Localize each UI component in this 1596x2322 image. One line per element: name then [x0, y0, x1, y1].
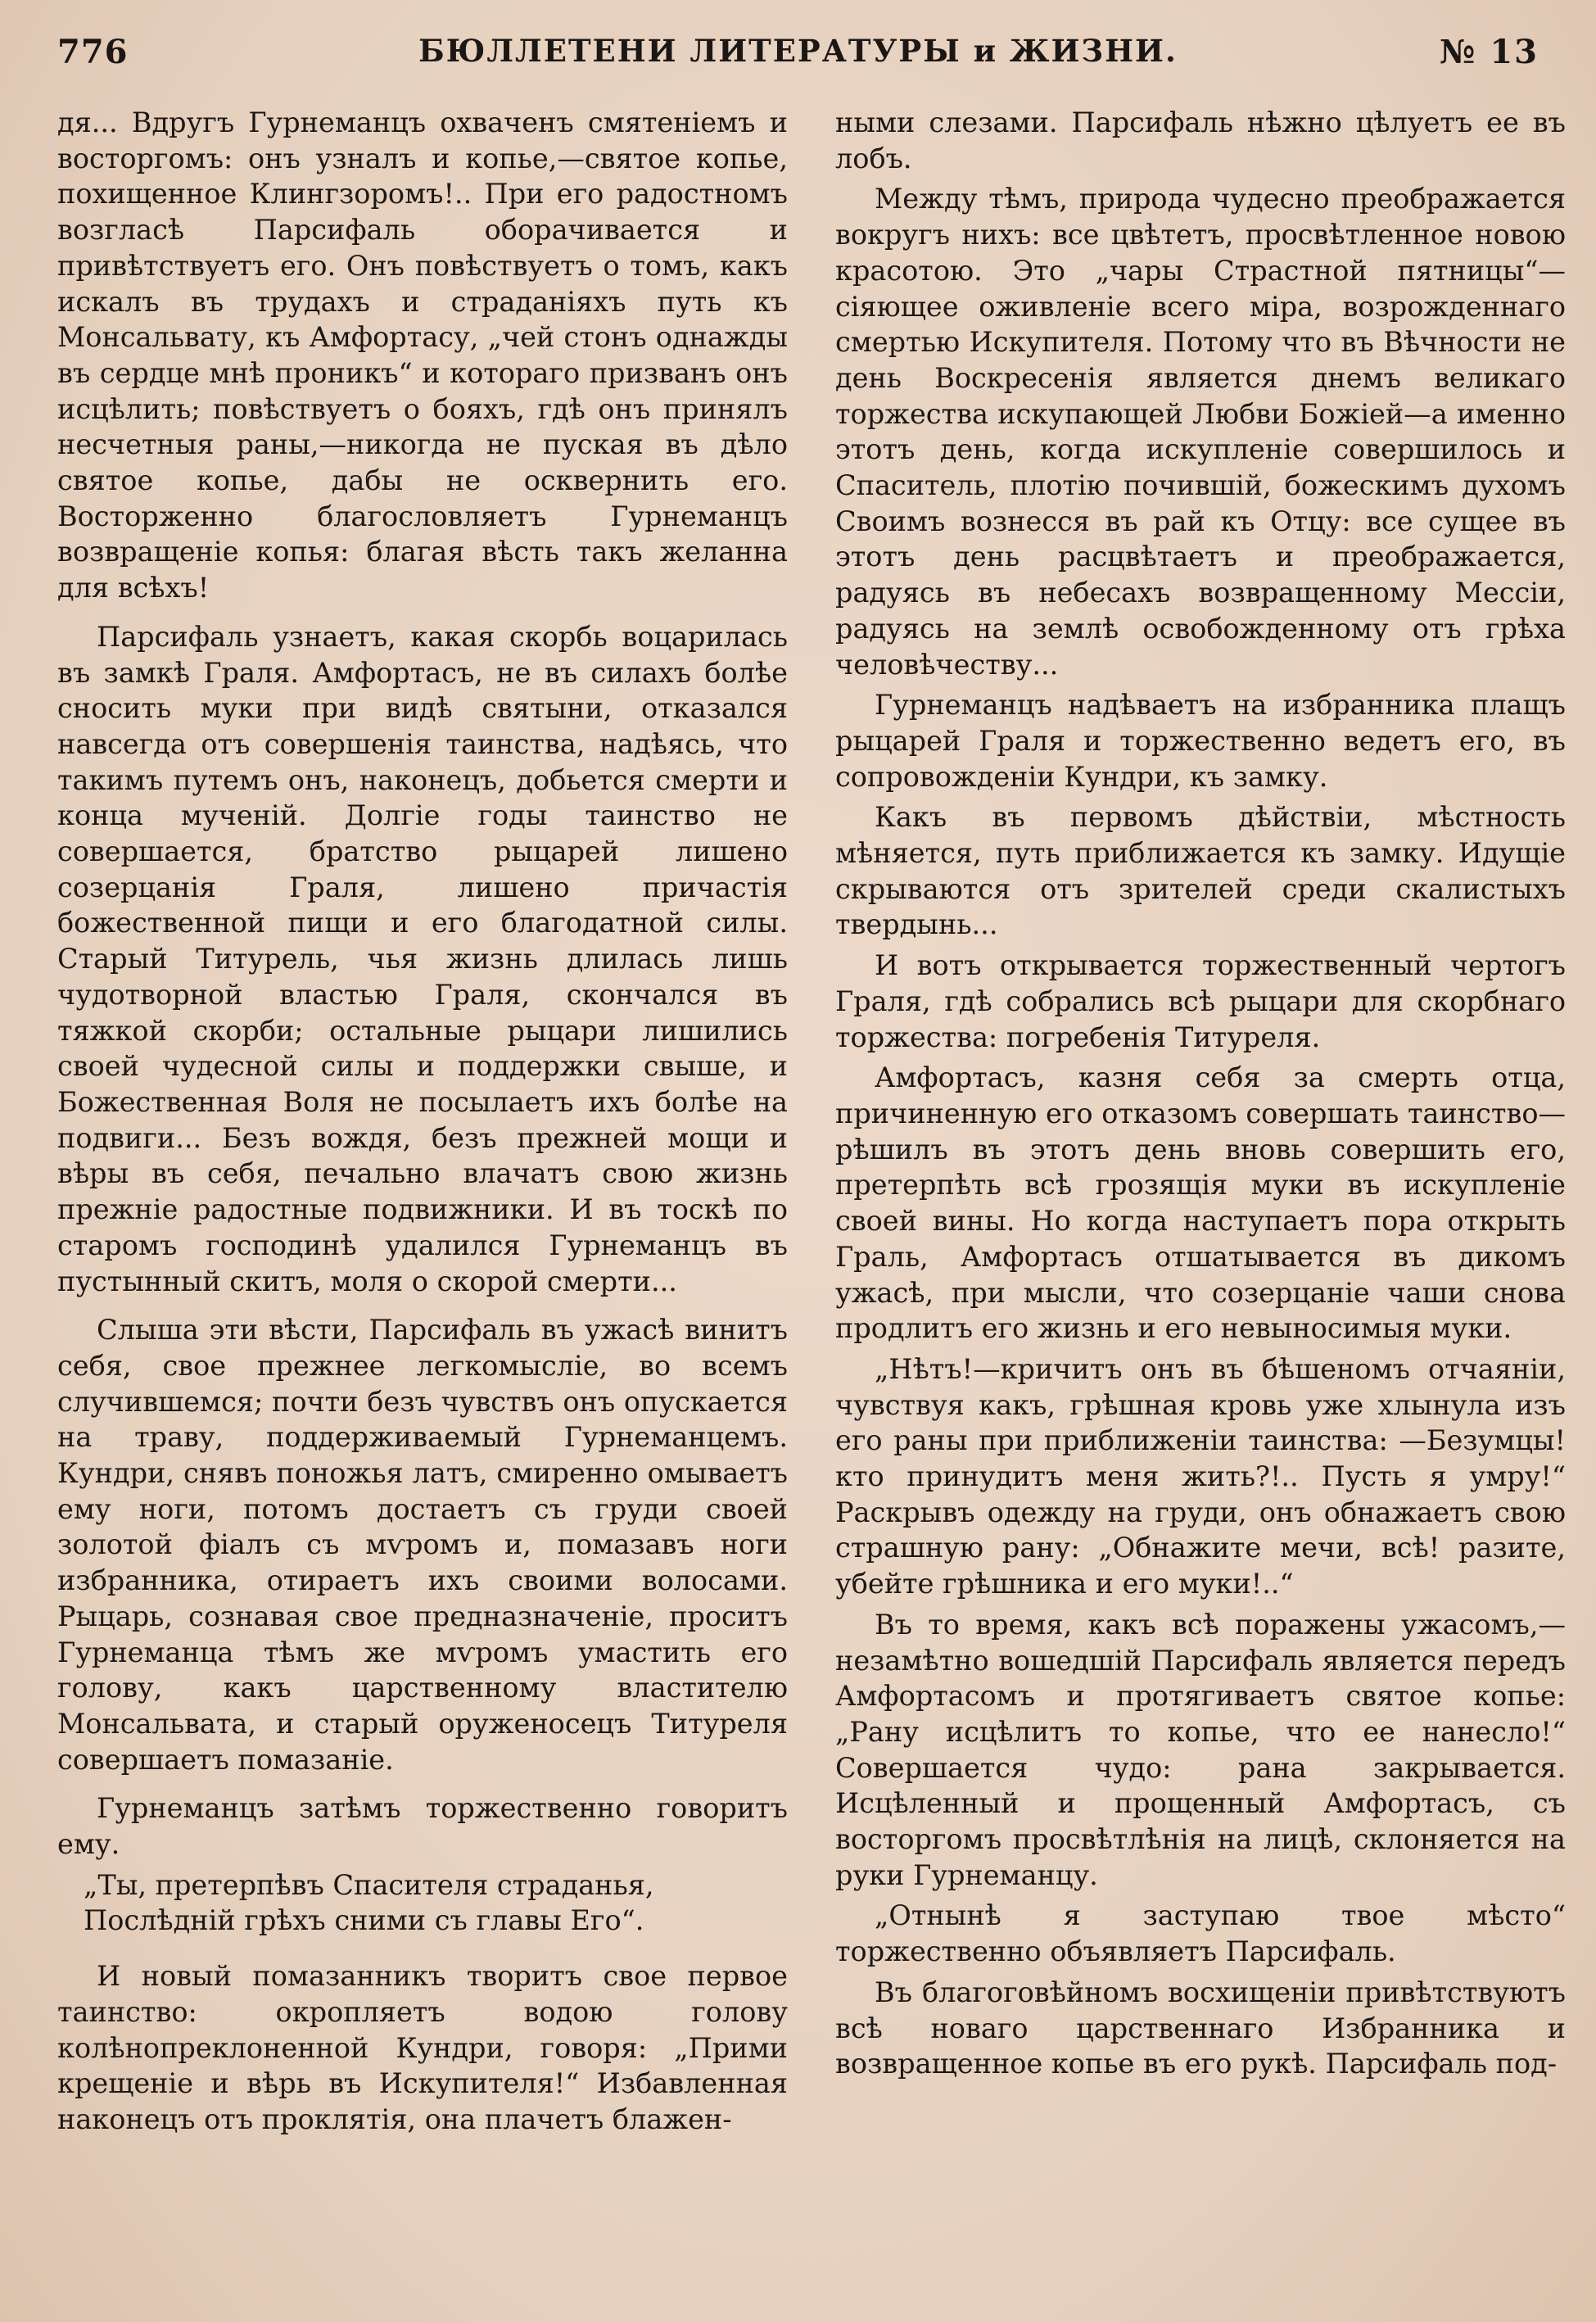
verse-quote [57, 1867, 788, 1939]
running-header [57, 33, 1539, 82]
paragraph: Гурнеманцъ затѣмъ торжественно говоритъ ему. [57, 1792, 788, 1861]
paragraph: Въ благоговѣйномъ восхищеніи привѣтствуютъ всѣ новаго царственнаго Избранника и возвращенное копье въ его рукѣ. Парсифаль под- [835, 1976, 1566, 2080]
verse-line: Послѣдній грѣхъ сними съ главы Его“. [84, 1904, 644, 1937]
paragraph: Гурнеманцъ надѣваетъ на избранника плащъ рыцарей Граля и торжественно ведетъ его, въ сопровожденіи Кундри, къ замку. [835, 689, 1566, 793]
journal-title: БЮЛЛЕТЕНИ ЛИТЕРАТУРЫ и ЖИЗНИ. [418, 33, 1178, 69]
paragraph: ными слезами. Парсифаль нѣжно цѣлуетъ ее въ лобъ. [835, 106, 1566, 174]
page-number: 776 [57, 33, 129, 71]
paragraph: Какъ въ первомъ дѣйствіи, мѣстность мѣняется, путь приближается къ замку. Идущіе скрываются отъ зрителей среди скалистыхъ твердынь... [835, 801, 1566, 941]
paragraph: Парсифаль узнаетъ, какая скорбь воцарилась въ замкѣ Граля. Амфортасъ, не въ силахъ болѣе сносить муки при видѣ святыни, отказался навсегда отъ совершенія таинства, надѣясь, что такимъ путемъ онъ, наконецъ, добьется смерти и конца мученій. Долгіе годы таинство не совершается, братство рыцарей лишено созерцанія Граля, лишено причастія божественной пищи и его благодатной силы. Старый Титурель, чья жизнь длилась лишь чудотворной властью Граля, скончался въ тяжкой скорби; остальные рыцари лишились своей чудесной силы и поддержки свыше, и Божественная Воля не посылаетъ ихъ болѣе на подвиги... Безъ вождя, безъ прежней мощи и вѣры въ себя, печально влачатъ свою жизнь прежніе радостные подвижники. И въ тоскѣ по старомъ господинѣ удалился Гурнеманцъ въ пустынный скитъ, моля о скорой смерти... [57, 620, 788, 1297]
paragraph: Амфортасъ, казня себя за смерть отца, причиненную его отказомъ совершать таинство—рѣшилъ въ этотъ день вновь совершить его, претерпѣть всѣ грозящія муки въ искупленіе своей вины. Но когда наступаетъ пора открыть Граль, Амфортасъ отшатывается въ дикомъ ужасѣ, при мысли, что созерцаніе чаши снова продлитъ его жизнь и его невыносимыя муки. [835, 1061, 1566, 1345]
right-column [835, 105, 1566, 2087]
left-column [57, 105, 788, 2143]
paragraph: И вотъ открывается торжественный чертогъ Граля, гдѣ собрались всѣ рыцари для скорбнаго торжества: погребенія Титуреля. [835, 949, 1566, 1053]
paragraph: „Нѣтъ!—кричитъ онъ въ бѣшеномъ отчаяніи, чувствуя какъ, грѣшная кровь уже хлынула изъ его раны при приближеніи таинства: —Безумцы! кто принудитъ меня жить?!.. Пусть я умру!“ Раскрывъ одежду на груди, онъ обнажаетъ свою страшную рану: „Обнажите мечи, всѣ! разите, убейте грѣшника и его муки!..“ [835, 1352, 1566, 1600]
paragraph: Слыша эти вѣсти, Парсифаль въ ужасѣ винитъ себя, свое прежнее легкомысліе, во всемъ случившемся; почти безъ чувствъ онъ опускается на траву, поддерживаемый Гурнеманцемъ. Кундри, снявъ поножья латъ, смиренно омываетъ ему ноги, потомъ достаетъ съ груди своей золотой фіалъ съ мѵромъ и, помазавъ ноги избранника, отираетъ ихъ своими волосами. Рыцарь, сознавая свое предназначеніе, проситъ Гурнеманца тѣмъ же мѵромъ умастить его голову, какъ царственному властителю Монсальвата, и старый оруженосецъ Титуреля совершаетъ помазаніе. [57, 1314, 788, 1776]
paragraph: „Отнынѣ я заступаю твое мѣсто“ торжественно объявляетъ Парсифаль. [835, 1899, 1566, 1968]
issue-number: № 13 [1439, 33, 1539, 71]
paragraph: И новый помазанникъ творитъ свое первое таинство: окропляетъ водою голову колѣнопреклоненной Кундри, говоря: „Прими крещеніе и вѣрь въ Искупителя!“ Избавленная наконецъ отъ проклятія, она плачетъ блажен- [57, 1960, 788, 2135]
paragraph: дя... Вдругъ Гурнеманцъ охваченъ смятеніемъ и восторгомъ: онъ узналъ и копье,—святое копье, похищенное Клингзоромъ!.. При его радостномъ возгласѣ Парсифаль оборачивается и привѣтствуетъ его. Онъ повѣствуетъ о томъ, какъ искалъ въ трудахъ и страданіяхъ путь къ Монсальвату, къ Амфортасу, „чей стонъ однажды въ сердце мнѣ проникъ“ и котораго призванъ онъ исцѣлить; повѣствуетъ о бояхъ, гдѣ онъ принялъ несчетныя раны,—никогда не пуская въ дѣло святое копье, дабы не осквернить его. Восторженно благословляетъ Гурнеманцъ возвращеніе копья: благая вѣсть такъ желанна для всѣхъ! [57, 106, 788, 604]
verse-line: „Ты, претерпѣвъ Спасителя страданья, [84, 1868, 654, 1901]
paragraph: Въ то время, какъ всѣ поражены ужасомъ,—незамѣтно вошедшій Парсифаль является передъ Амфортасомъ и протягиваетъ святое копье: „Рану исцѣлитъ то копье, что ее нанесло!“ Совершается чудо: рана закрывается. Исцѣленный и прощенный Амфортасъ, съ восторгомъ просвѣтлѣнія на лицѣ, склоняется на руки Гурнеманцу. [835, 1608, 1566, 1891]
paragraph: Между тѣмъ, природа чудесно преображается вокругъ нихъ: все цвѣтетъ, просвѣтленное новою красотою. Это „чары Страстной пятницы“—сіяющее оживленіе всего міра, возрожденнаго смертью Искупителя. Потому что въ Вѣчности не день Воскресенія является днемъ великаго торжества искупающей Любви Божіей—а именно этотъ день, когда искупленіе совершилось и Спаситель, плотію почившій, божескимъ духомъ Своимъ вознесся въ рай къ Отцу: все сущее въ этотъ день расцвѣтаетъ и преображается, радуясь въ небесахъ возвращенному Мессіи, радуясь на землѣ освобожденному отъ грѣха человѣчеству... [835, 183, 1566, 681]
